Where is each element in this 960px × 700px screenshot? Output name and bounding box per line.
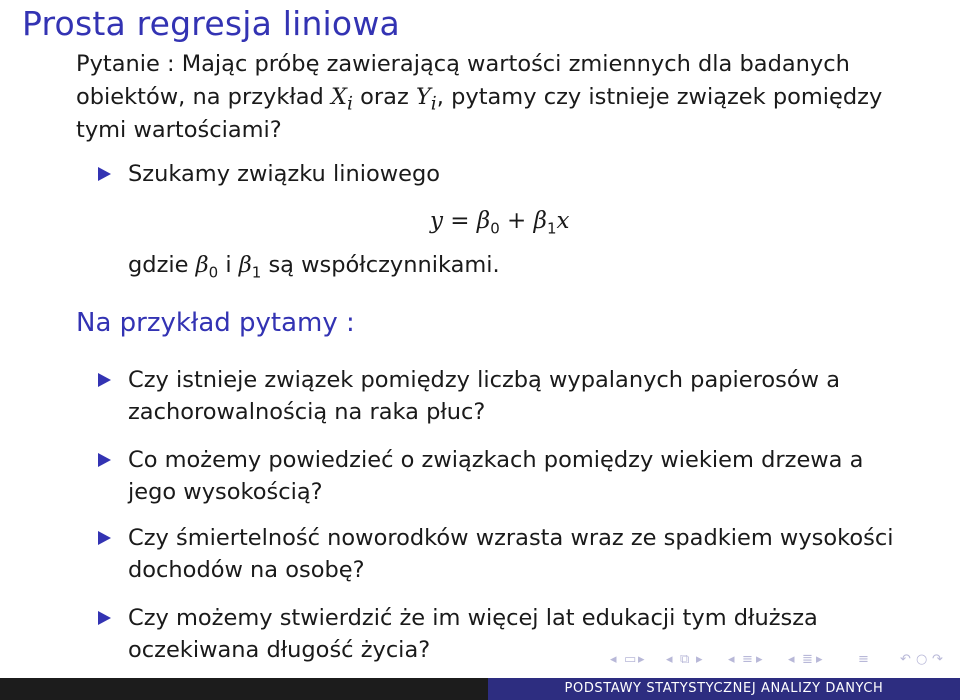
footer-bar (0, 678, 960, 700)
y-variable: Y (415, 84, 431, 110)
eq-beta1: β (533, 208, 547, 234)
eq-plus: + (499, 208, 534, 234)
footer-title: PODSTAWY STATYSTYCZNEJ ANALIZY DANYCH (488, 678, 960, 700)
nav-forward-icon[interactable]: ↷ (932, 652, 943, 667)
question-part1: Pytanie : Mając próbę zawierającą wartości zmiennych dla badanych obiektów, na przykład (76, 51, 850, 110)
coefficients-note (128, 252, 500, 282)
x-subscript: i (347, 93, 354, 115)
eq-beta0: β (476, 208, 491, 234)
nav-part-icon[interactable]: ≣ (802, 652, 813, 667)
question-part3: , pytamy czy istnieje związek pomiędzy tymi wartościami? (76, 84, 883, 143)
linear-bullet (98, 158, 898, 190)
nav-frame-icon[interactable]: ▭ (624, 652, 637, 667)
where-beta1: β (238, 252, 252, 278)
x-variable: X (330, 84, 348, 110)
question-part2: oraz (353, 84, 416, 110)
where-beta1-sub: 1 (251, 263, 262, 282)
question-text (76, 48, 906, 147)
example-text: Czy możemy stwierdzić że im więcej lat edukacji tym dłuższa oczekiwana długość życia? (128, 605, 818, 663)
example-item (98, 364, 898, 428)
bullet-triangle-icon (98, 167, 111, 181)
where-beta0: β (195, 252, 209, 278)
nav-appendix-icon[interactable]: ≡ (858, 652, 869, 667)
example-text: Czy istnieje związek pomiędzy liczbą wypalanych papierosów a zachorowalnością na raka płuc? (128, 367, 840, 425)
nav-section-icon[interactable]: ≡ (742, 652, 753, 667)
eq-beta0-sub: 0 (490, 219, 500, 238)
nav-prev-subsection-icon[interactable]: ◂ (666, 652, 673, 667)
bullet-triangle-icon (98, 453, 111, 467)
nav-next-section-icon[interactable]: ▸ (756, 652, 763, 667)
where-beta0-sub: 0 (208, 263, 219, 282)
bullet-triangle-icon (98, 373, 111, 387)
where-prefix: gdzie (128, 252, 196, 278)
eq-beta1-sub: 1 (546, 219, 557, 238)
regression-equation (430, 208, 570, 238)
linear-bullet-text: Szukamy związku liniowego (128, 161, 441, 187)
example-item (98, 444, 898, 508)
bullet-triangle-icon (98, 531, 111, 545)
y-subscript: i (430, 93, 437, 115)
nav-prev-part-icon[interactable]: ◂ (788, 652, 795, 667)
example-item (98, 522, 898, 586)
nav-search-icon[interactable]: ○ (916, 652, 928, 667)
beamer-navigation (610, 650, 955, 672)
where-suffix: są współczynnikami. (261, 252, 500, 278)
nav-back-icon[interactable]: ↶ (900, 652, 911, 667)
nav-prev-frame-icon[interactable]: ◂ (610, 652, 617, 667)
example-text: Czy śmiertelność noworodków wzrasta wraz ze spadkiem wysokości dochodów na osobę? (128, 525, 894, 583)
nav-next-subsection-icon[interactable]: ▸ (696, 652, 703, 667)
eq-lhs: y (430, 208, 443, 234)
example-text: Co możemy powiedzieć o związkach pomiędzy wiekiem drzewa a jego wysokością? (128, 447, 864, 505)
example-heading: Na przykład pytamy : (76, 308, 355, 338)
slide-title: Prosta regresja liniowa (22, 4, 400, 43)
nav-next-part-icon[interactable]: ▸ (816, 652, 823, 667)
eq-equals: = (443, 208, 477, 234)
where-mid: i (218, 252, 239, 278)
eq-x: x (556, 208, 570, 234)
nav-prev-section-icon[interactable]: ◂ (728, 652, 735, 667)
nav-subsection-icon[interactable]: ⧉ (680, 652, 690, 667)
bullet-triangle-icon (98, 611, 111, 625)
nav-next-frame-icon[interactable]: ▸ (638, 652, 645, 667)
